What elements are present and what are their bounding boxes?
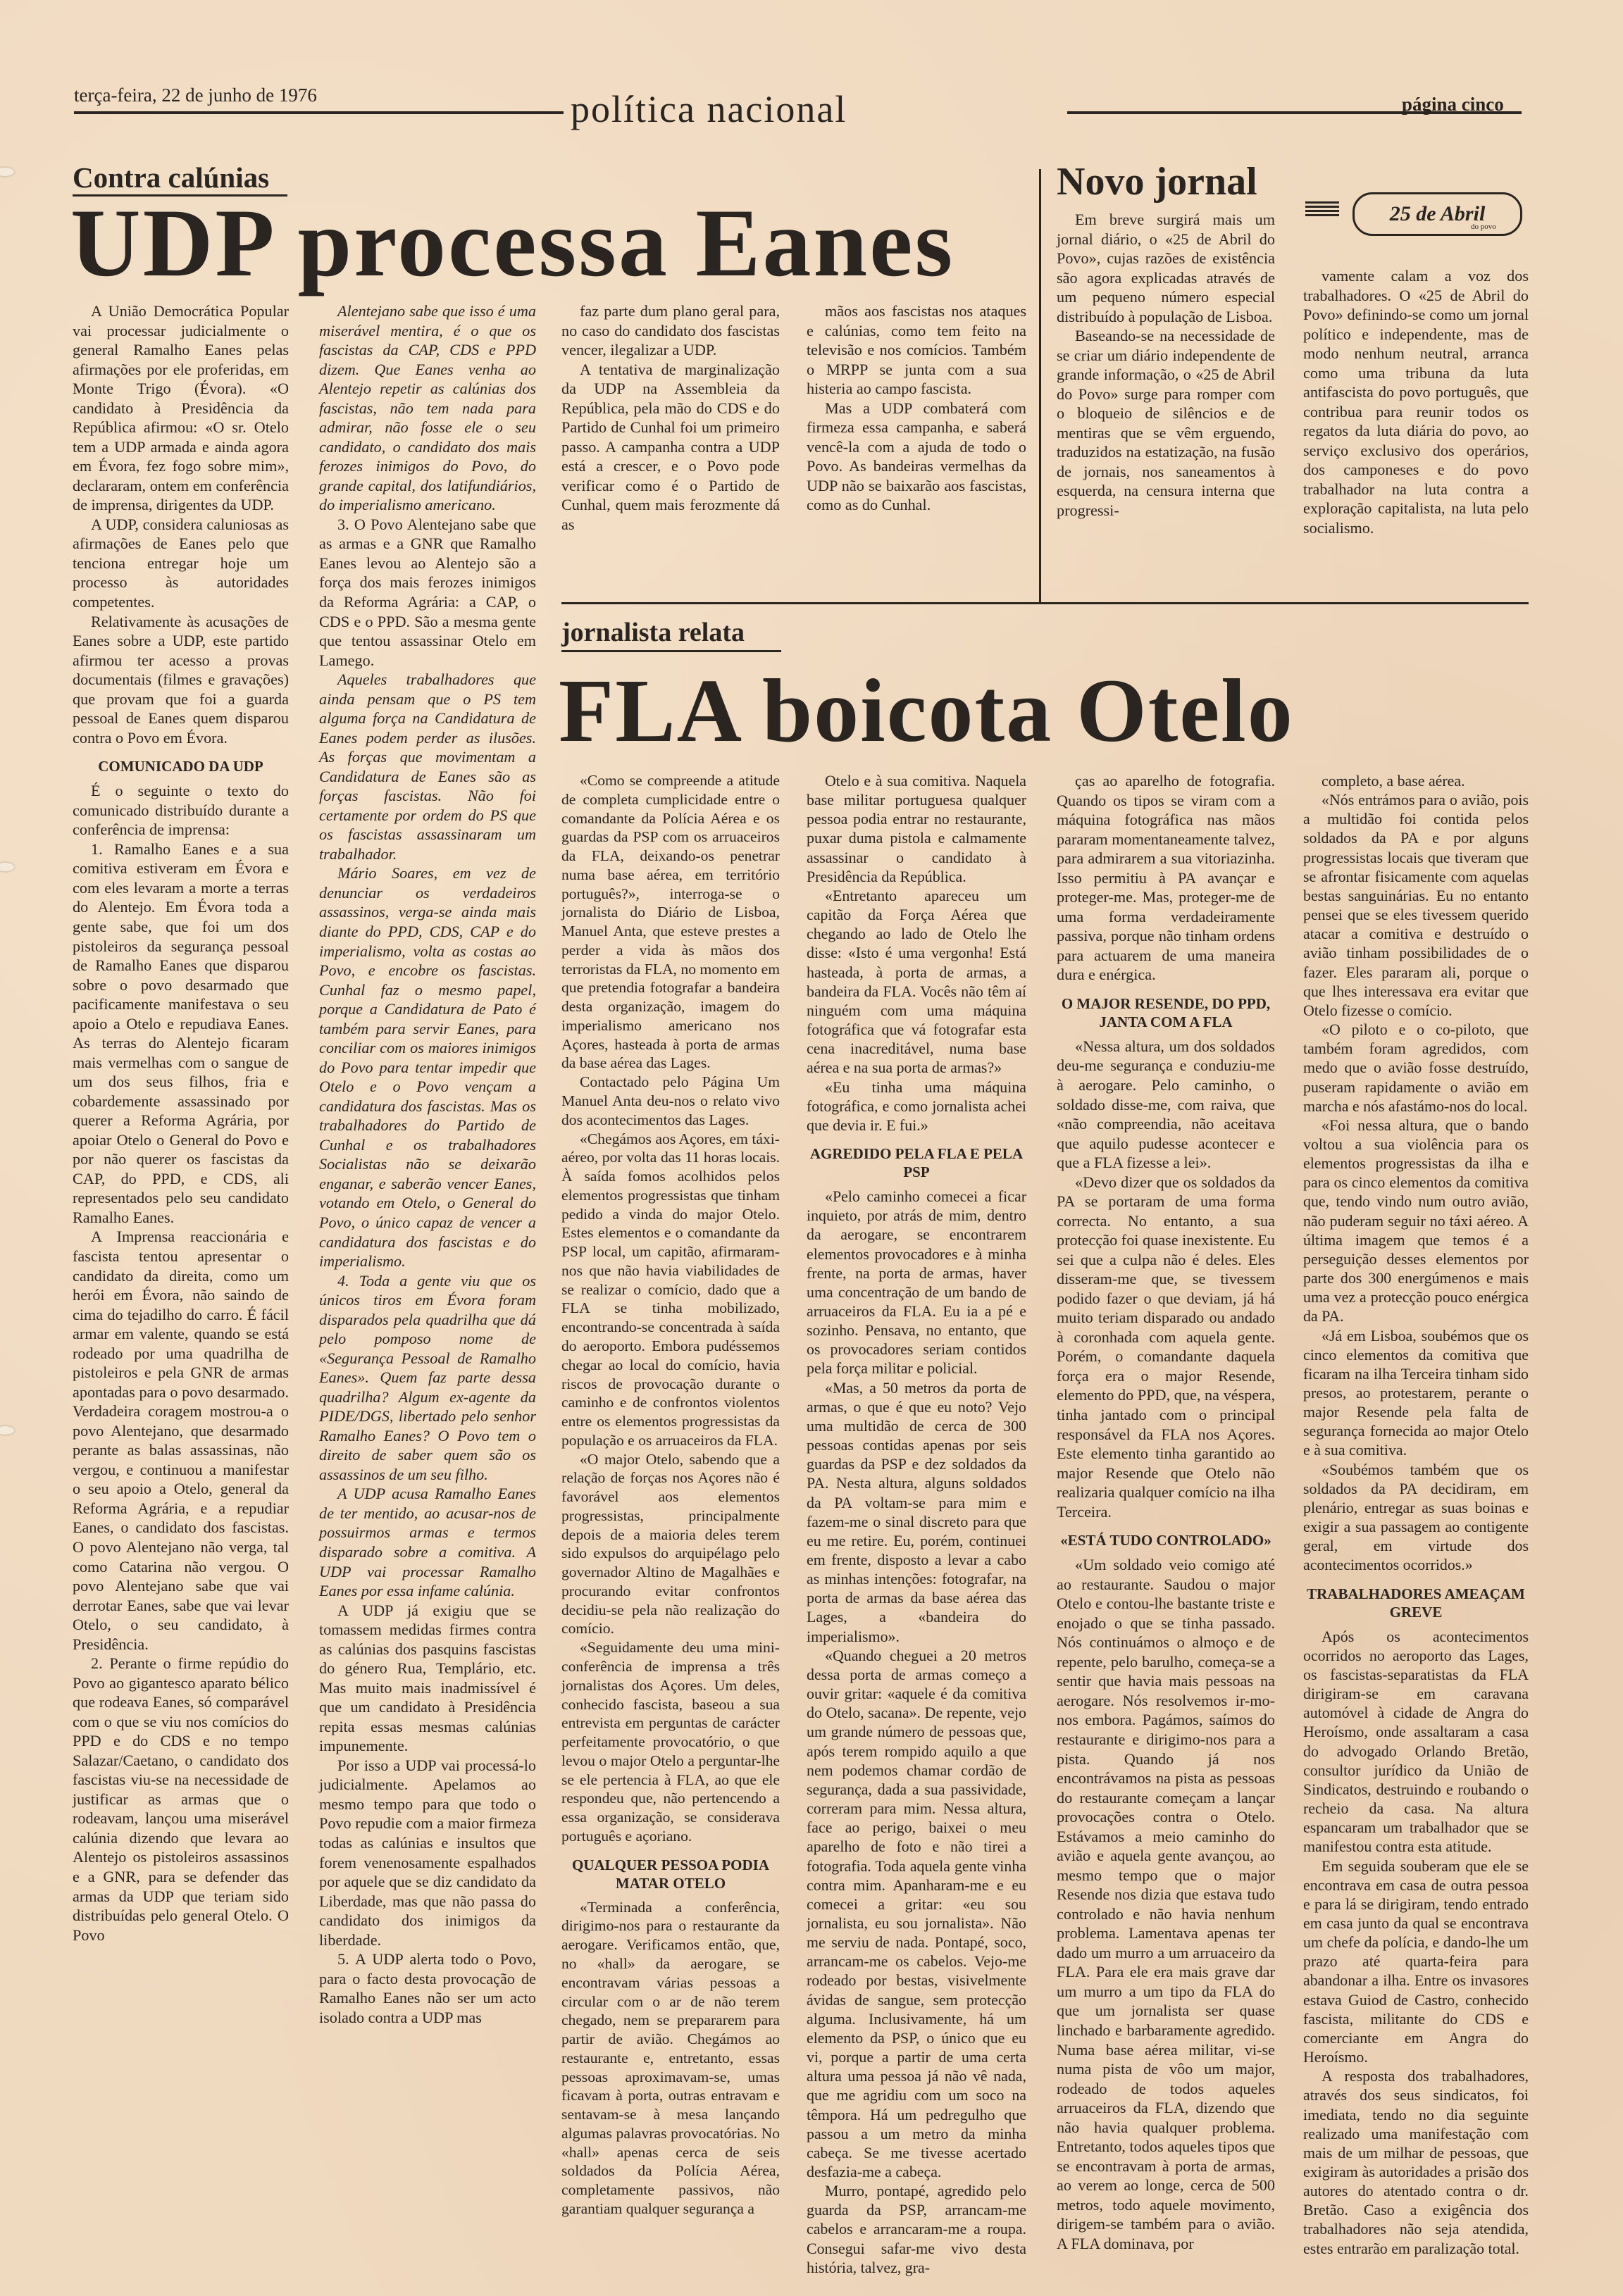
- paragraph: «Chegámos aos Açores, em táxi-aéreo, por volta das 11 horas locais. À saída fomos acolhidos pelos elementos progressistas que tinham pedido a vinda do major Otelo. Estes elementos e o comandante da PSP local, um capitão, afirmaram-nos que não havia viabilidades de se realizar o comício, dado que a FLA se tinha mobilizado, encontrando-se concentrada à saída do aeroporto. Embora pudéssemos chegar ao local do comício, havia riscos de provocação durante o caminho e de confrontos violentos entre os elementos progressistas da população e os arruaceiros da FLA.: [561, 1130, 780, 1449]
- paragraph: «Quando cheguei a 20 metros dessa porta de armas começo a ouvir gritar: «aquele é da comitiva do Otelo, sacana». De repente, vejo um grande número de pessoas que, após terem rompido aquilo a que nem podemos chamar cordão de segurança, dada a sua passividade, correram para mim. Nessa altura, face ao perigo, baixei o meu aparelho de foto e não tirei a fotografia. Toda aquela gente vinha contra mim. Apanharam-me e eu comecei a gritar: «eu sou jornalista, eu sou jornalista». Não me serviu de nada. Pontapé, soco, arrancam-me os cabelos. Vejo-me rodeado por bestas, visivelmente ávidas de sangue, sem protecção alguma. Inclusivamente, há um elemento da PSP, o único que eu vi, porque a partir de uma certa altura uma pessoa já não vê nada, que me agridiu com um soco na têmpora. Há um pedregulho que passou a um metro da minha cabeça. Se me tivesse acertado desfazia-me a cabeça.: [807, 1646, 1026, 2180]
- paragraph: «Como se compreende a atitude de completa cumplicidade entre o comandante da Polícia Aérea e os guardas da PSP com os arruaceiros da FLA, deixando-os penetrar numa base aérea, em território português?», interroga-se o jornalista do Diário de Lisboa, Manuel Anta, que esteve prestes a perder a vida às mãos dos terroristas da FLA, no momento em que pretendia fotografar a bandeira desta organização, imagem do imperialismo americano nos Açores, hasteada à porta de armas da base aérea das Lages.: [561, 772, 780, 1072]
- article2-headline: Novo jornal: [1057, 160, 1257, 204]
- paragraph: A resposta dos trabalhadores, através dos seus sindicatos, foi imediata, tendo no dia seguinte realizado uma manifestação com mais de um milhar de pessoas, que exigiram às autoridades a prisão dos autores do atentado contra o dr. Bretão. Caso a exigência dos trabalhadores não seja atendida, estes entrarão em paralização total.: [1303, 2067, 1529, 2257]
- subheading: O MAJOR RESENDE, DO PPD, JANTA COM A FLA: [1061, 994, 1271, 1030]
- logo-decoration: [1305, 199, 1339, 220]
- subheading: AGREDIDO PELA FLA E PELA PSP: [809, 1144, 1024, 1180]
- paragraph: A União Democrática Popular vai processar judicialmente o general Ramalho Eanes pelas afirmações por ele proferidas, em Monte Trigo (Évora). «O candidato à Presidência da República afirmou: «O sr. Otelo tem a UDP armada e ainda agora em Évora, fez fogo sobre mim», declararam, ontem em conferência de imprensa, dirigentes da UDP.: [73, 302, 289, 514]
- column-divider: [1039, 169, 1041, 602]
- paragraph: «Seguidamente deu uma mini-conferência de imprensa a três jornalistas dos Açores. Um deles, conhecido fascista, baseou a sua entrevista em perguntas de carácter perfeitamente provocatório, o que levou o major Otelo a perguntar-lhe se ele pertencia à FLA, ao que ele respondeu que, não pertencendo a essa organização, se considerava português e açoriano.: [561, 1639, 780, 1845]
- paragraph: «Um soldado veio comigo até ao restaurante. Saudou o major Otelo e contou-lhe bastante triste e enojado o que se tinha passado. Nós continuámos o almoço e de repente, pelo barulho, começa-se a sentir que havia mais pessoas na aerogare. Nós resolvemos ir-mo-nos embora. Pagámos, saímos do restaurante e dirigimo-nos para a pista. Quando já nos encontrávamos na pista as pessoas do restaurante começam a lançar provocações contra o Otelo. Estávamos a meio caminho do avião e aquela gente avançou, ao mesmo tempo que o major Resende nos dizia que estava tudo controlado e não havia nenhum problema. Lamentava apenas ter dado um murro a um arruaceiro da FLA. Para ele era mais grave dar um murro a um tipo da FLA do que um jornalista ser quase linchado e barbaramente agredido. Numa base aérea militar, vi-se numa pista de vôo um major, rodeado de todos aqueles arruaceiros da FLA, dizendo que não havia qualquer problema. Entretanto, todos aqueles tipos que se encontravam à porta de armas, ao verem ao longe, cerca de 500 metros, todo aquele movimento, dirigem-se também para o avião. A FLA dominava, por: [1057, 1556, 1275, 2252]
- issue-date: terça-feira, 22 de junho de 1976: [74, 85, 317, 106]
- paragraph: 2. Perante o firme repúdio do Povo ao gigantesco aparato bélico que rodeava Eanes, só comparável com o que se viu nos comícios do PPD e do CDS e no tempo Salazar/Caetano, o candidato dos fascistas viu-se na necessidade de justificar as armas que o rodeavam, lançou uma miserável calúnia dizendo que levara ao Alentejo os pistoleiros assassinos e a GNR, para se defender das armas da UDP que teriam sido distribuídas pelo general Otelo. O Povo: [73, 1654, 289, 1944]
- header-rule-left: [74, 111, 564, 114]
- paragraph: Mário Soares, em vez de denunciar os verdadeiros assassinos, verga-se ainda mais diante do PPD, CDS, CAP e do imperialismo, volta as costas ao Povo, e encobre os fascistas. Cunhal faz o mesmo papel, porque a Candidatura de Pato é também para servir Eanes, para conciliar com os maiores inimigos do Povo para tentar impedir que Otelo e o Povo vençam a candidatura dos fascistas. Mas os trabalhadores do Partido de Cunhal e os trabalhadores Socialistas não se deixarão enganar, e saberão vencer Eanes, votando em Otelo, o General do Povo, o único capaz de vencer a candidatura dos fascistas e do imperialismo.: [319, 864, 536, 1271]
- paragraph: vamente calam a voz dos trabalhadores. O «25 de Abril do Povo» definindo-se como um jornal político e independente, mas de modo nenhum neutral, arranca como uma tribuna da luta antifascista do povo português, que contribua para reunir todos os regatos da luta diária do povo, ao serviço exclusivo dos operários, dos camponeses e do povo trabalhador na luta contra a exploração capitalista, na luta pelo socialismo.: [1303, 267, 1529, 537]
- subheading: QUALQUER PESSOA PODIA MATAR OTELO: [571, 1856, 770, 1892]
- paragraph: «Devo dizer que os soldados da PA se portaram de uma forma correcta. No entanto, a sua protecção foi quase inexistente. Eu sei que a culpa não é deles. Eles disseram-me que, se tivessem podido fazer o que deviam, já há muito teriam disparado ou andado à coronhada com aquela gente. Porém, o comandante daquela força era o major Resende, elemento do PPD, que, na véspera, tinha jantado com o principal responsável da FLA nos Açores. Este elemento tinha garantido ao major Resende que Otelo não realizaria qualquer comício na ilha Terceira.: [1057, 1173, 1275, 1521]
- article1-column-1: [73, 301, 289, 1945]
- article1-column-2: [319, 301, 536, 2027]
- paragraph: «Eu tinha uma máquina fotográfica, e como jornalista achei que devia ir. E fui.»: [807, 1078, 1026, 1134]
- paragraph: A Imprensa reaccionária e fascista tentou apresentar o candidato da direita, como um herói em Évora, não saindo de cima do tejadilho do carro. É fácil armar em valente, quando se está rodeado por uma quadrilha de pistoleiros e pela GNR de armas apontadas para o povo desarmado. Verdadeira coragem mostrou-a o povo Alentejano, que desarmado perante as balas assassinas, não vergou, e continuou a manifestar o seu apoio a Otelo, general da Reforma Agrária, e a repudiar Eanes, o candidato dos fascistas. O povo Alentejano não verga, tal como Catarina não vergou. O povo Alentejano sabe que vai derrotar Eanes, sabe que vai levar Otelo, o seu candidato, à Presidência.: [73, 1228, 289, 1653]
- paragraph: Murro, pontapé, agredido pelo guarda da PSP, arrancam-me cabelos e arrancaram-me a roupa. Consegui safar-me vivo desta história, talvez, gra-: [807, 2182, 1026, 2276]
- paragraph: A UDP, considera caluniosas as afirmações de Eanes pelo que tenciona entregar hoje um processo às autoridades competentes.: [73, 515, 289, 611]
- paragraph: Relativamente às acusações de Eanes sobre a UDP, este partido afirmou ter acesso a provas documentais (filmes e gravações) que provam que foi a guarda pessoal de Eanes quem disparou contra o Povo em Évora.: [73, 612, 289, 747]
- paragraph: mãos aos fascistas nos ataques e calúnias, como tem feito na televisão e nos comícios. Também o MRPP se junta com a sua histeria ao campo fascista.: [807, 302, 1026, 398]
- article3-column-4: [1303, 771, 1529, 2258]
- paragraph: Por isso a UDP vai processá-lo judicialmente. Apelamos ao mesmo tempo para que todo o Povo repudie com a maior firmeza todas as calúnias e insultos que forem venenosamente espalhados por aquele que se diz candidato da Liberdade, mas que não passa do candidato dos inimigos da liberdade.: [319, 1756, 536, 1949]
- paragraph: «Entretanto apareceu um capitão da Força Aérea que chegando ao lado de Otelo lhe disse: «Isto é uma vergonha! Está hasteada, à porta de armas, a bandeira da FLA. Vocês não têm aí ninguém com uma máquina fotográfica que vá fotografar esta cena inacreditável, numa base aérea e na sua porta de armas?»: [807, 886, 1026, 1077]
- paragraph: «Já em Lisboa, soubémos que os cinco elementos da comitiva que ficaram na ilha Terceira tinham sido presos, ao protestarem, perante o major Resende pela falta de segurança fornecida ao major Otelo e à sua comitiva.: [1303, 1326, 1529, 1459]
- newspaper-logo: 25 de Abril: [1352, 192, 1522, 236]
- paragraph: completo, a base aérea.: [1322, 772, 1465, 790]
- article1-kicker: Contra calúnias: [73, 161, 270, 194]
- paragraph: Mas a UDP combaterá com firmeza essa campanha, e saberá vencê-la com a ajuda de todo o Povo. As bandeiras vermelhas da UDP não se baixarão aos fascistas, como as do Cunhal.: [807, 399, 1026, 514]
- paragraph: «Mas, a 50 metros da porta de armas, o que é que eu noto? Vejo uma multidão de cerca de 300 pessoas contidas apenas por seis guardas da PSP e dez soldados da PA. Nesta altura, alguns soldados da PA voltam-se para mim e fazem-me o sinal discreto para que eu me retire. Eu, porém, continuei em frente, disposto a levar a cabo as minhas intenções: fotografar, na porta de armas da base aérea das Lages, a «bandeira do imperialismo».: [807, 1378, 1026, 1645]
- article2-column-1: [1057, 210, 1275, 520]
- article1-column-4: [807, 301, 1026, 515]
- paragraph: Baseando-se na necessidade de se criar um diário independente de grande informação, o «25 de Abril do Povo» surge para romper com o bloqueio de silêncios e de mentiras que se vêm erguendo, traduzidos na estatização, na fusão de jornais, nos saneamentos à esquerda, na censura interna que progressi-: [1057, 327, 1275, 519]
- article3-column-1: [561, 771, 780, 2219]
- paragraph: «Nessa altura, um dos soldados deu-me segurança e conduziu-me à aerogare. Pelo caminho, o soldado disse-me, com raiva, que «não compreendia, não aceitava que aquilo pudesse acontecer e que a FLA fizesse a lei».: [1057, 1037, 1275, 1172]
- paragraph: «O piloto e o co-piloto, que também foram agredidos, com medo que o avião fosse destruído, puseram rapidamente o avião em marcha e nós afastámo-nos do local.: [1303, 1021, 1529, 1115]
- paragraph: A UDP já exigiu que se tomassem medidas firmes contra as calúnias dos pasquins fascistas do género Rua, Templário, etc. Mas muito mais inadmissível é que um candidato à Presidência repita essas mesmas calúnias impunemente.: [319, 1601, 536, 1755]
- paragraph: «Nós entrámos para o avião, pois a multidão foi contida pelos soldados da PA e por alguns progressistas locais que tiveram que se afrontar fisicamente com aquelas bestas sanguinárias. Eu no entanto pensei que se eles tivessem querido atacar a comitiva e destruído o avião tinham possibilidades de o fazer. Eles pararam ali, porque o que lhes interessava era evitar que Otelo fizesse o comício.: [1303, 791, 1529, 1019]
- kicker-underline-2: [561, 650, 781, 652]
- paragraph: «Terminada a conferência, dirigimo-nos para o restaurante da aerogare. Verificamos então, que, no «hall» da aerogare, se encontravam várias pessoas a circular com o ar de não terem chegado, nem se prepararem para partir de avião. Chegámos ao restaurante e, entretanto, essas pessoas aproximavam-se, umas ficavam à porta, outras entravam e sentavam-se à mesa lançando algumas palavras provocatórias. No «hall» apenas cerca de seis soldados da Polícia Aérea, completamente passivos, não garantiam qualquer segurança a: [561, 1898, 780, 2217]
- section-title: política nacional: [571, 88, 847, 130]
- section-rule: [561, 602, 1529, 604]
- paragraph: 5. A UDP alerta todo o Povo, para o facto desta provocação de Ramalho Eanes não ser um acto isolado contra a UDP mas: [319, 1950, 536, 2026]
- paragraph: ças ao aparelho de fotografia. Quando os tipos se viram com a máquina fotográfica nas mãos pararam momentaneamente talvez, para admirarem a sua vitoriazinha. Isso permitiu à PA avançar e proteger-me. Mas, proteger-me de uma forma verdadeiramente passiva, porque não tinham ordens para actuarem de uma maneira dura e enérgica.: [1057, 772, 1275, 984]
- paragraph: Contactado pelo Página Um Manuel Anta deu-nos o relato vivo dos acontecimentos das Lages.: [561, 1073, 780, 1128]
- article1-column-3: [561, 301, 780, 534]
- paragraph: 3. O Povo Alentejano sabe que as armas e a GNR que Ramalho Eanes levou ao Alentejo são a força dos mais ferozes inimigos da Reforma Agrária: a CAP, o CDS e o PPD. São a mesma gente que tentou assassinar Otelo em Lamego.: [319, 515, 536, 669]
- subheading: COMUNICADO DA UDP: [98, 758, 263, 775]
- paragraph: 1. Ramalho Eanes e a sua comitiva estiveram em Évora e com eles levaram a morte a terras do Alentejo. Em Évora toda a gente sabe, que foi um dos pistoleiros da segurança pessoal de Ramalho Eanes que disparou sobre o povo desarmado que pacificamente manifestava o seu apoio a Otelo e repudiava Eanes. As terras do Alentejo ficaram mais vermelhas com o sangue de um dos seus filhos, fria e cobardemente assassinado por querer a Reforma Agrária, por apoiar Otelo o General do Povo e por não querer os fascistas da CAP, do PPD, e CDS, ali representados pelo seu candidato Ramalho Eanes.: [73, 840, 289, 1226]
- paragraph: Em seguida souberam que ele se encontrava em casa de outra pessoa e para lá se dirigiram, tendo entrado em casa junto da qual se encontrava um chefe da polícia, e dando-lhe um prazo até quarta-feira para abandonar a ilha. Entre os invasores estava Guiod de Castro, conhecido fascista, militante do CDS e comerciante em Angra do Heroísmo.: [1303, 1857, 1529, 2066]
- paragraph: Aqueles trabalhadores que ainda pensam que o PS tem alguma força na Candidatura de Eanes podem perder as ilusões. As forças que movimentam a Candidatura de Eanes são as forças fascistas. Não foi certamente por ordem do PS que os fascistas assassinaram um trabalhador.: [319, 670, 536, 863]
- paragraph: A UDP acusa Ramalho Eanes de ter mentido, ao acusar-nos de possuirmos armas e termos disparado sobre a comitiva. A UDP vai processar Ramalho Eanes por essa infame calúnia.: [319, 1485, 536, 1600]
- paragraph: É o seguinte o texto do comunicado distribuído durante a conferência de imprensa:: [73, 782, 289, 839]
- paragraph: «Foi nessa altura, que o bando voltou a sua violência para os elementos progressistas da ilha e para os cinco elementos da comitiva que, tendo vindo num outro avião, não puderam seguir no táxi aéreo. A última imagem que temos é a perseguição desses elementos por parte dos 300 energúmenos e mais uma vez a protecção pouco enérgica da PA.: [1303, 1116, 1529, 1325]
- article1-headline: UDP processa Eanes: [70, 189, 955, 297]
- paragraph: Em breve surgirá mais um jornal diário, o «25 de Abril do Povo», cujas razões de existência são agora explicadas através de um pequeno número especial distribuído à população de Lisboa.: [1057, 211, 1275, 325]
- article3-column-2: [807, 771, 1026, 2277]
- article2-column-2: [1303, 266, 1529, 537]
- paragraph: Otelo e à sua comitiva. Naquela base militar portuguesa qualquer pessoa podia entrar no restaurante, puxar duma pistola e calmamente assassinar o candidato à Presidência da República.: [807, 772, 1026, 885]
- article3-kicker: jornalista relata: [561, 618, 745, 647]
- paragraph: faz parte dum plano geral para, no caso do candidato dos fascistas vencer, ilegalizar a UDP.: [561, 302, 780, 359]
- paragraph: 4. Toda a gente viu que os únicos tiros em Évora foram disparados pela quadrilha que dá pelo pomposo nome de «Segurança Pessoal de Ramalho Eanes». Quem faz parte dessa quadrilha? Algum ex-agente da PIDE/DGS, libertado pelo senhor Ramalho Eanes? O Povo tem o direito de saber quem são os assassinos de um seu filho.: [319, 1271, 536, 1483]
- subheading: «ESTÁ TUDO CONTROLADO»: [1060, 1532, 1271, 1549]
- paragraph: «Pelo caminho comecei a ficar inquieto, por atrás de mim, dentro da aerogare, se encontrarem elementos provocadores e à minha frente, na porta de armas, haver uma concentração de um bando de arruaceiros da FLA. Eu ia a pé e sozinho. Pensava, no entanto, que os provocadores seriam contidos pela força militar e policial.: [807, 1187, 1026, 1378]
- paragraph: «O major Otelo, sabendo que a relação de forças nos Açores não é favorável aos elementos progressistas, principalmente depois de a maioria deles terem sido expulsos do arquipélago pelo governador Altino de Magalhães e procurando evitar confrontos decidiu-se pela não realização do comício.: [561, 1450, 780, 1637]
- article3-column-3: [1057, 771, 1275, 2253]
- newspaper-logo-sub: do povo: [1471, 223, 1496, 231]
- paragraph: Após os acontecimentos ocorridos no aeroporto das Lages, os fascistas-separatistas da FLA dirigiram-se em caravana automóvel à cidade de Angra do Heroísmo, onde assaltaram a casa do advogado Orlando Bretão, consultor jurídico da União de Sindicatos, destruindo e roubando o recheio da casa. Na altura espancaram um trabalhador que se manifestou contra esta atitude.: [1303, 1627, 1529, 1856]
- paragraph: Alentejano sabe que isso é uma miserável mentira, é o que os fascistas da CAP, CDS e PPD dizem. Que Eanes venha ao Alentejo repetir as calúnias dos fascistas, não tem nada para admirar, não fosse ele o seu candidato, o candidato dos mais ferozes inimigos do Povo, do grande capital, dos latifundiários, do imperialismo americano.: [319, 302, 536, 514]
- paragraph: A tentativa de marginalização da UDP na Assembleia da República, pela mão do CDS e do Partido de Cunhal foi um primeiro passo. A campanha contra a UDP está a crescer, e o Povo pode verificar como é o Partido de Cunhal, quem mais ferozmente dá as: [561, 360, 780, 533]
- article3-headline: FLA boicota Otelo: [559, 661, 1294, 761]
- page-number: página cinco: [1402, 94, 1504, 115]
- subheading: TRABALHADORES AMEAÇAM GREVE: [1307, 1585, 1525, 1621]
- paragraph: «Soubémos também que os soldados da PA decidiram, em plenário, entregar as suas boinas e exigir a sua passagem ao contigente geral, em virtude dos acontecimentos ocorridos.»: [1303, 1460, 1529, 1574]
